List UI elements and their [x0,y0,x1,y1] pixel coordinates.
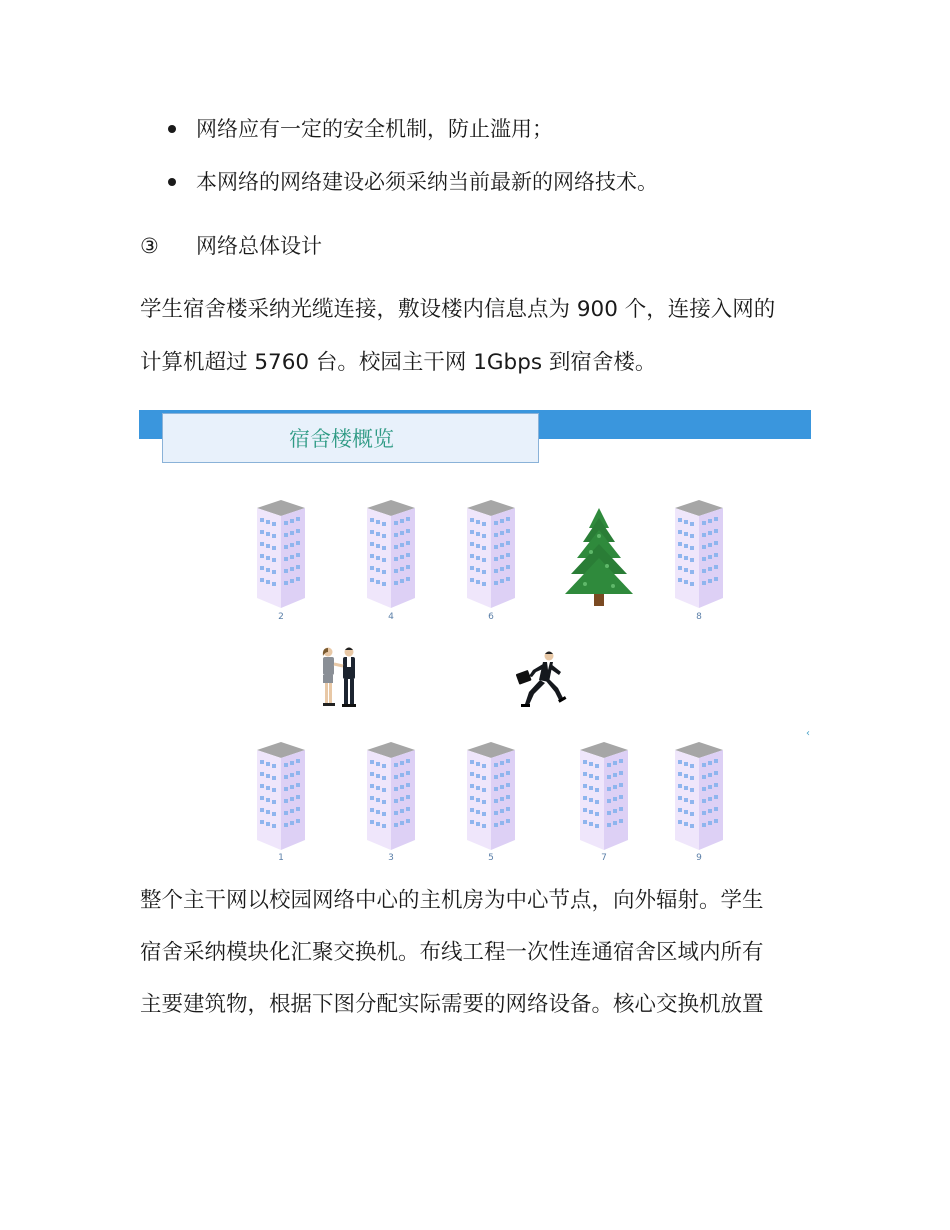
building-icon [465,740,517,850]
intro-paragraph-line: 计算机超过 5760 台。校园主干网 1Gbps 到宿舍楼。 [140,350,657,375]
bullet-dot-icon [168,178,176,186]
handshake-people-icon [316,646,362,710]
building-icon [673,740,725,850]
section-number: ③ [140,234,159,258]
building-number: 2 [278,612,284,622]
building-number: 8 [696,612,702,622]
intro-paragraph-line: 学生宿舍楼采纳光缆连接，敷设楼内信息点为 900 个，连接入网的 [140,297,776,322]
building-number: 6 [488,612,494,622]
figure-title-box [162,413,539,463]
building-icon [365,498,417,608]
building-number: 4 [388,612,394,622]
bullet-text: 本网络的网络建设必须采纳当前最新的网络技术。 [196,170,658,194]
body-paragraph-line: 主要建筑物，根据下图分配实际需要的网络设备。核心交换机放置 [140,992,764,1017]
building-number: 3 [388,853,394,863]
figure-title: 宿舍楼概览 [289,427,394,451]
building-icon [365,740,417,850]
dormitory-overview-figure [139,410,811,870]
bullet-dot-icon [168,125,176,133]
building-number: 9 [696,853,702,863]
building-icon [255,740,307,850]
body-paragraph-line: 宿舍采纳模块化汇聚交换机。布线工程一次性连通宿舍区域内所有 [140,940,764,965]
running-businessman-icon [515,650,567,712]
building-number: 1 [278,853,284,863]
building-number: 7 [601,853,607,863]
pine-tree-icon [561,506,637,610]
building-icon [673,498,725,608]
building-icon [465,498,517,608]
section-title: 网络总体设计 [196,234,322,258]
body-paragraph-line: 整个主干网以校园网络中心的主机房为中心节点，向外辐射。学生 [140,888,764,913]
building-icon [578,740,630,850]
bullet-text: 网络应有一定的安全机制，防止滥用； [196,117,553,141]
building-number: 5 [488,853,494,863]
side-mark: ‹ [806,728,810,739]
building-icon [255,498,307,608]
